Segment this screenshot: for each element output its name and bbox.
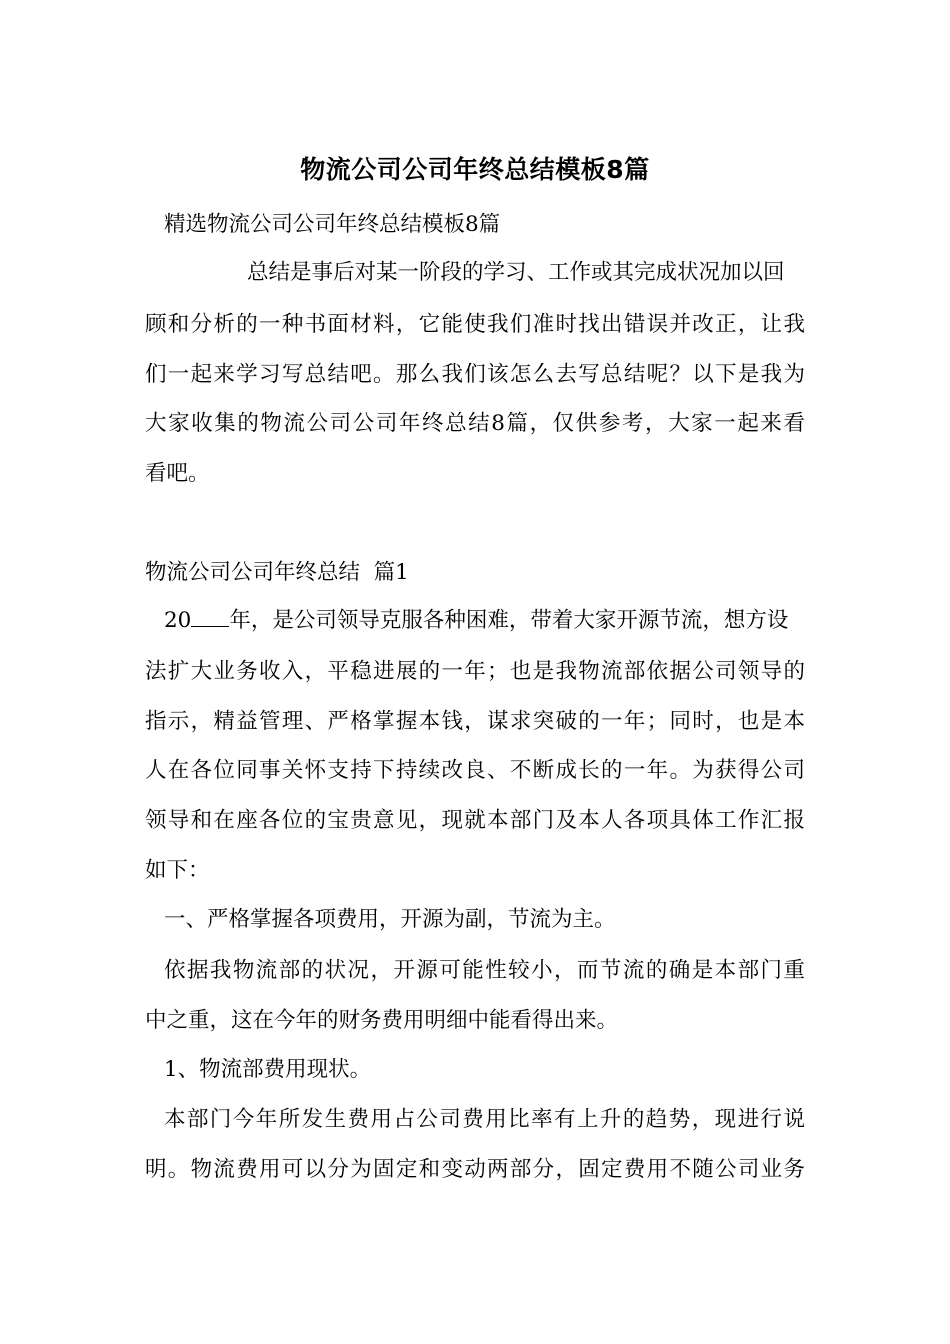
section-heading: 物流公司公司年终总结 篇1 — [145, 560, 409, 585]
para1-line: 法扩大业务收入，平稳进展的一年；也是我物流部依据公司领导的 — [145, 659, 805, 684]
year-blank-underline — [191, 608, 229, 627]
intro-line: 大家收集的物流公司公司年终总结8篇，仅供参考，大家一起来看 — [145, 411, 805, 436]
heading-1: 一、严格掌握各项费用，开源为副，节流为主。 — [164, 907, 616, 932]
para1-first-line — [164, 606, 805, 636]
para3-line: 本部门今年所发生费用占公司费用比率有上升的趋势，现进行说 — [164, 1107, 805, 1132]
document-subtitle: 精选物流公司公司年终总结模板8篇 — [164, 212, 501, 237]
intro-line: 总结是事后对某一阶段的学习、工作或其完成状况加以回 — [247, 260, 785, 285]
para1-line: 人在各位同事关怀支持下持续改良、不断成长的一年。为获得公司 — [145, 758, 805, 783]
para1-line: 领导和在座各位的宝贵意见，现就本部门及本人各项具体工作汇报 — [145, 808, 805, 833]
intro-line: 看吧。 — [145, 461, 210, 486]
para1-first-rest: 年，是公司领导克服各种困难，带着大家开源节流，想方设 — [229, 608, 789, 633]
para1-line: 指示，精益管理、严格掌握本钱，谋求突破的一年；同时，也是本 — [145, 709, 805, 734]
year-prefix: 20 — [164, 608, 192, 633]
para2-line: 中之重，这在今年的财务费用明细中能看得出来。 — [145, 1008, 619, 1033]
document-title: 物流公司公司年终总结模板8篇 — [300, 155, 650, 184]
para1-line: 如下： — [145, 858, 210, 883]
para3-line: 明。物流费用可以分为固定和变动两部分，固定费用不随公司业务 — [145, 1157, 805, 1182]
heading-2: 1、物流部费用现状。 — [164, 1057, 372, 1082]
intro-line: 顾和分析的一种书面材料，它能使我们准时找出错误并改正，让我 — [145, 312, 805, 337]
intro-line: 们一起来学习写总结吧。那么我们该怎么去写总结呢？以下是我为 — [145, 362, 805, 387]
para2-line: 依据我物流部的状况，开源可能性较小，而节流的确是本部门重 — [164, 958, 805, 983]
